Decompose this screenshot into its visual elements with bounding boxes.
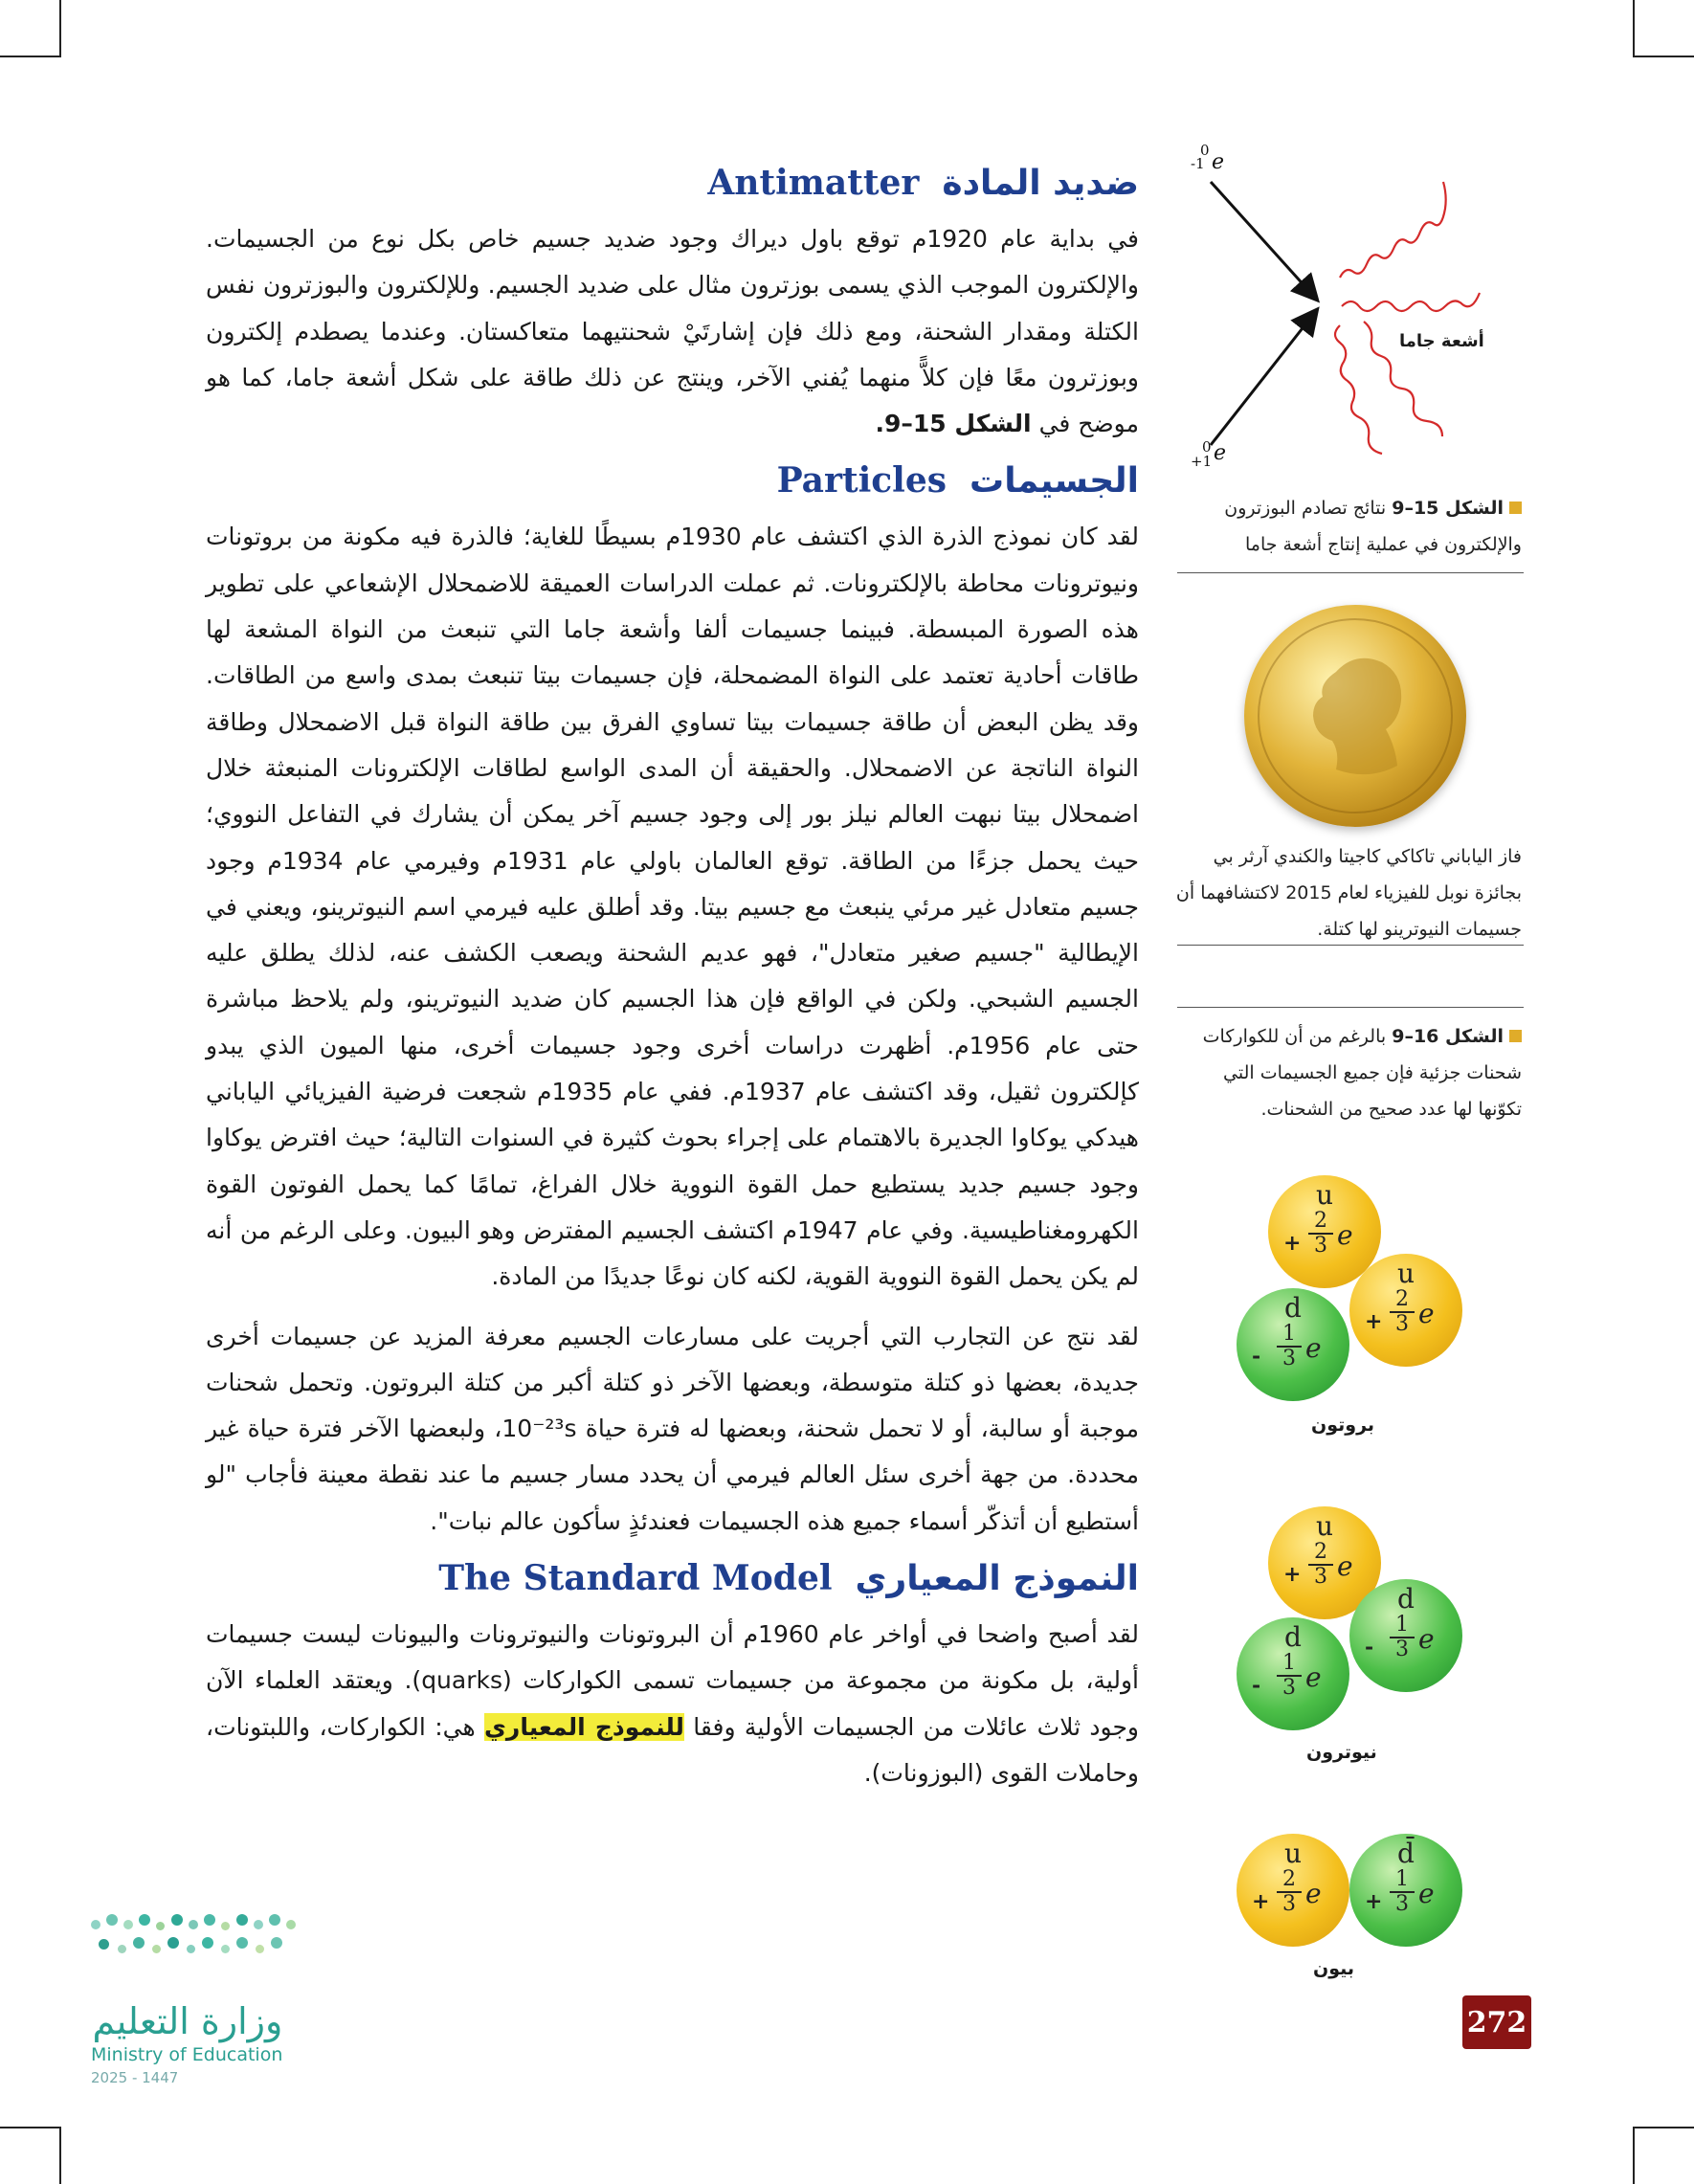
quark-symbol: u [1315, 1510, 1334, 1542]
charge-unit: e [1337, 1550, 1353, 1582]
charge-fraction: 1 3 [1390, 1868, 1415, 1916]
charge-unit: e [1305, 1878, 1322, 1909]
charge-sign: + [1283, 1562, 1302, 1587]
up-quark [1349, 1254, 1462, 1367]
charge-unit: e [1418, 1298, 1435, 1329]
charge-fraction: 2 3 [1308, 1210, 1333, 1258]
divider [1177, 1007, 1524, 1008]
svg-text:-1: -1 [1191, 155, 1205, 172]
heading-ar: ضديد المادة [942, 164, 1139, 203]
figure-15-caption [1175, 490, 1522, 563]
main-column [206, 163, 1139, 1810]
lifetime-value: 10⁻²³s [502, 1415, 577, 1443]
svg-text:0: 0 [1200, 142, 1210, 159]
charge-fraction: 1 3 [1390, 1614, 1415, 1661]
caption-marker-icon [1509, 501, 1522, 514]
figure-16-caption [1175, 1018, 1522, 1127]
charge-sign: + [1365, 1309, 1383, 1334]
quark-symbol: d [1284, 1292, 1302, 1324]
positron-symbol [1191, 438, 1226, 470]
quark-symbol: u [1315, 1179, 1334, 1211]
divider [1177, 572, 1524, 573]
annihilation-diagram [1177, 134, 1560, 479]
charge-sign: - [1252, 1344, 1261, 1369]
charge-fraction: 1 3 [1277, 1652, 1302, 1700]
caption-figure-number: الشكل 15–9 [1392, 498, 1504, 519]
charge-fraction: 1 3 [1277, 1323, 1302, 1371]
quark-symbol: d [1284, 1621, 1302, 1653]
paragraph-antimatter [206, 216, 1139, 447]
svg-text:+1: +1 [1191, 453, 1213, 470]
quark-symbol: d̄ [1397, 1838, 1415, 1869]
charge-fraction: 2 3 [1277, 1868, 1302, 1916]
quark-symbol: u [1283, 1838, 1303, 1869]
quark-symbol: u [1396, 1258, 1415, 1289]
page-number: 272 [1462, 1995, 1531, 2049]
heading-ar: النموذج المعياري [855, 1559, 1139, 1599]
paragraph-text: لقد نتج عن التجارب التي أجريت على مسارعات الجسيم معرفة المزيد عن جسيمات أخرى جديدة، بعضها ذو كتلة متوسطة، وبعضها الآخر ذو كتلة أكبر من كتلة البروتون. وتحمل شحنات موجبة أو سالبة، أو لا تحمل شحنة، وبعضها له فترة حياة [206, 1322, 1139, 1443]
nobel-caption: فاز الياباني تاكاكي كاجيتا والكندي آرثر بي بجائزة نوبل للفيزياء لعام 2015 لاكتشافهما أن جسيمات النيوترينو لها كتلة. [1175, 846, 1522, 940]
anti-down-quark [1349, 1834, 1462, 1947]
caption-figure-number: الشكل 16–9 [1392, 1026, 1504, 1047]
highlighted-term: للنموذج المعياري [484, 1712, 684, 1741]
charge-sign: + [1252, 1889, 1270, 1914]
caption-text: نتائج تصادم البوزترون والإلكترون في عملية إنتاج أشعة جاما [1224, 498, 1522, 555]
electron-path [1211, 182, 1316, 299]
down-quark [1349, 1579, 1462, 1692]
charge-unit: e [1418, 1623, 1435, 1655]
charge-sign: + [1283, 1231, 1302, 1256]
heading-antimatter [206, 163, 1139, 203]
charge-sign: - [1365, 1635, 1374, 1660]
paragraph-particles-1: لقد كان نموذج الذرة الذي اكتشف عام 1930م بسيطًا للغاية؛ فالذرة فيه مكونة من بروتونات ونيوترونات محاطة بالإلكترونات. ثم عملت الدراسات العميقة للاضمحلال الإشعاعي على تطوير هذه الصورة المبسطة. فبينما جسيمات ألفا وأشعة جاما التي تنبعث من النواة المشعة لها طاقات أحادية تعتمد على النواة المضمحلة، فإن جسيمات بيتا تنبعث بمدى واسع من الطاقات. وقد يظن البعض أن طاقة جسيمات بيتا تساوي الفرق بين طاقة النواة قبل الاضمحلال وطاقة النواة الناتجة عن الاضمحلال. والحقيقة أن المدى الواسع لطاقات الإلكترونات المنبعثة خلال اضمحلال بيتا نبهت العالم نيلز بور إلى وجود جسيم آخر يمكن أن يشارك في التفاعل النووي؛ حيث يحمل جزءًا من الطاقة. توقع العالمان باولي عام 1931م وفيرمي عام 1934م وجود جسيم متعادل غير مرئي ينبعث مع جسيم بيتا. وقد أطلق عليه فيرمي اسم النيوترينو، ويعني في الإيطالية "جسيم صغير متعادل"، فهو عديم الشحنة ويصعب الكشف عنه، لذلك يطلق عليه الجسيم الشبحي. ولكن في الواقع فإن هذا الجسيم كان ضديد النيوترينو، ولم يلاحظ مباشرة حتى عام 1956م. أظهرت دراسات أخرى وجود جسيمات أخرى، منها الميون الذي يبدو كإلكترون ثقيل، وقد اكتشف عام 1937م. ففي عام 1935م شجعت فرضية الفيزيائي الياباني هيدكي يوكاوا الجديرة بالاهتمام على إجراء بحوث كثيرة في السنوات التالية؛ حيث افترض يوكاوا وجود جسيم جديد يستطيع حمل القوة النووية خلال الفراغ، تمامًا كما يحمل الفوتون القوة الكهرومغناطيسية. وفي عام 1947م اكتشف الجسيم المفترض وهو البيون. وعلى الرغم من أنه لم يكن يحمل القوة النووية القوية، لكنه كان نوعًا جديدًا من المادة. [206, 523, 1139, 1291]
crop-mark [59, 0, 61, 57]
paragraph-particles-2 [206, 1314, 1139, 1545]
heading-en: Antimatter [707, 163, 920, 203]
crop-mark [0, 2127, 59, 2128]
crop-mark [1633, 2127, 1635, 2184]
svg-text:e: e [1214, 441, 1227, 465]
down-quark [1237, 1288, 1349, 1401]
nobel-medal-image [1244, 605, 1466, 827]
caption-text: بالرغم من أن للكواركات شحنات جزئية فإن جميع الجسيمات التي تكوّنها لها عدد صحيح من الشحنات. [1202, 1026, 1522, 1120]
charge-sign: + [1365, 1889, 1383, 1914]
crop-mark [1633, 0, 1635, 57]
figure-reference: الشكل 15–9. [875, 410, 1032, 438]
up-quark [1237, 1834, 1349, 1947]
charge-unit: e [1337, 1219, 1353, 1251]
svg-text:e: e [1212, 150, 1225, 174]
quark-symbol: d [1397, 1583, 1415, 1615]
charge-unit: e [1305, 1332, 1322, 1364]
crop-mark [1635, 2127, 1694, 2128]
paragraph-standard-model [206, 1612, 1139, 1796]
charge-unit: e [1418, 1878, 1435, 1909]
paragraph-text: هي: الكواركات، واللبتونات، وحاملات القوى (البوزونات). [206, 1712, 1139, 1787]
gamma-wave [1342, 293, 1480, 311]
caption-marker-icon [1509, 1030, 1522, 1042]
ministry-name-en: Ministry of Education [91, 2044, 283, 2065]
divider [1177, 945, 1524, 946]
heading-en: The Standard Model [438, 1558, 833, 1599]
heading-standard-model [206, 1558, 1139, 1598]
ministry-year: 2025 - 1447 [91, 2069, 179, 2086]
gamma-wave [1340, 182, 1446, 278]
svg-text:0: 0 [1202, 438, 1212, 456]
pion-label: بيون [1313, 1958, 1355, 1979]
electron-symbol [1191, 142, 1224, 174]
paragraph-text: لقد أصبح واضحا في أواخر عام 1960م أن البروتونات والنيوترونات والبيونات ليست جسيمات أولية، بل مكونة من مجموعة من جسيمات تسمى الكواركات (quarks). ويعتقد العلماء الآن وجود ثلاث عائلات من الجسيمات الأولية وفقا [206, 1620, 1140, 1741]
ministry-block [91, 2000, 282, 2086]
paragraph-text: ، ولبعضها الآخر فترة حياة غير محددة. من جهة أخرى سئل العالم فيرمي أن يحدد مسار جسيم ما عند نقطة معينة فأجاب "لو أستطيع أن أتذكّر أسماء جميع هذه الجسيمات فعندئذٍ سأكون عالم نبات". [206, 1415, 1139, 1535]
heading-en: Particles [776, 460, 947, 501]
positron-path [1211, 311, 1316, 445]
charge-unit: e [1305, 1661, 1322, 1693]
heading-ar: الجسيمات [970, 461, 1139, 501]
charge-sign: - [1252, 1673, 1261, 1698]
ministry-name-ar: وزارة التعليم [92, 2000, 283, 2042]
ministry-logo-icon [91, 1910, 311, 1964]
heading-particles [206, 460, 1139, 501]
gamma-ray-label: أشعة جاما [1399, 331, 1484, 351]
charge-fraction: 2 3 [1390, 1288, 1415, 1336]
gamma-wave [1335, 325, 1382, 454]
neutron-label: نيوترون [1306, 1742, 1377, 1763]
proton-label: بروتون [1311, 1415, 1375, 1436]
crop-mark [1635, 56, 1694, 57]
charge-fraction: 2 3 [1308, 1541, 1333, 1589]
crop-mark [0, 56, 59, 57]
crop-mark [59, 2127, 61, 2184]
down-quark [1237, 1617, 1349, 1730]
paragraph-text: في بداية عام 1920م توقع باول ديراك وجود ضديد جسيم خاص بكل نوع من الجسيمات. والإلكترون الموجب الذي يسمى بوزترون مثال على ضديد الجسيم. وللإلكترون والبوزترون نفس الكتلة ومقدار الشحنة، ومع ذلك فإن إشارتَيْ شحنتيهما متعاكستان. وعندما يصطدم إلكترون وبوزترون معًا فإن كلاًّ منهما يُفني الآخر، وينتج عن ذلك طاقة على شكل أشعة جاما، كما هو موضح في [206, 225, 1139, 438]
